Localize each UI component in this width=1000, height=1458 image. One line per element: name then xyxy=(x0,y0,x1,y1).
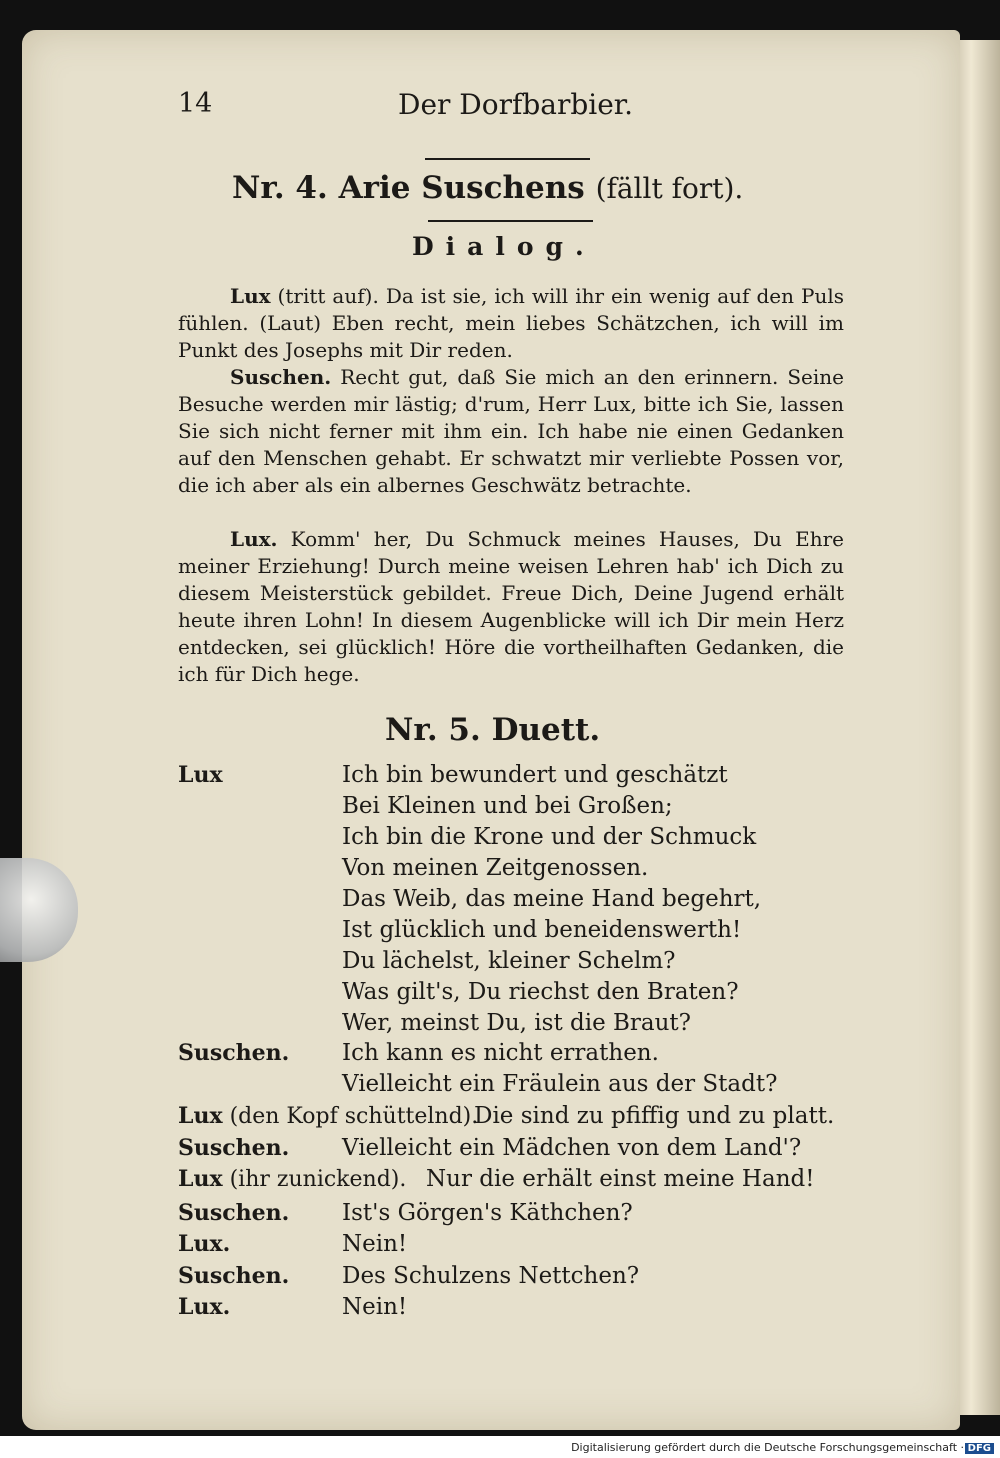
speaker-label: Lux. xyxy=(230,527,278,551)
verse-line: Nein! xyxy=(342,1231,408,1257)
duet-speaker: Suschen. xyxy=(178,1200,290,1226)
verse-line: Ich bin bewundert und geschätzt xyxy=(342,762,728,788)
stage-direction: (ihr zunickend). xyxy=(222,1167,407,1192)
funding-credit: Digitalisierung gefördert durch die Deutsche Forschungsgemeinschaft · xyxy=(571,1441,964,1454)
speaker-name: Lux xyxy=(178,1103,223,1129)
speaker-name: Lux xyxy=(178,1166,223,1192)
verse-line: Was gilt's, Du riechst den Braten? xyxy=(342,979,739,1005)
divider-top xyxy=(425,158,590,160)
duet-speaker: Suschen. xyxy=(178,1263,290,1289)
verse-line: Wer, meinst Du, ist die Braut? xyxy=(342,1010,691,1036)
duet-speaker xyxy=(178,1166,406,1192)
section-4-title: Arie Suschens xyxy=(338,170,585,206)
section-5-heading: Nr. 5. Duett. xyxy=(385,712,601,748)
divider-bottom xyxy=(428,220,593,222)
verse-line: Des Schulzens Nettchen? xyxy=(342,1263,640,1289)
running-title: Der Dorfbarbier. xyxy=(398,88,634,121)
dialog-paragraph xyxy=(178,283,844,364)
duet-speaker: Lux. xyxy=(178,1231,231,1257)
verse-line: Du lächelst, kleiner Schelm? xyxy=(342,948,676,974)
speaker-label: Suschen. xyxy=(230,365,332,389)
duet-speaker xyxy=(178,1103,478,1129)
verse-line: Vielleicht ein Mädchen von dem Land'? xyxy=(342,1135,802,1161)
dialog-heading: Dialog. xyxy=(412,232,596,261)
verse-line: Das Weib, das meine Hand begehrt, xyxy=(342,886,762,912)
verse-line: Ist glücklich und beneidenswerth! xyxy=(342,917,742,943)
duet-speaker: Suschen. xyxy=(178,1040,290,1066)
dfg-logo: DFG xyxy=(965,1443,994,1454)
section-4-number: Nr. 4. xyxy=(232,170,328,206)
dialog-paragraph xyxy=(178,526,844,688)
verse-line: Vielleicht ein Fräulein aus der Stadt? xyxy=(342,1071,778,1097)
stage-direction: (den Kopf schüttelnd). xyxy=(222,1104,479,1129)
verse-line: Die sind zu pfiffig und zu platt. xyxy=(474,1103,835,1129)
duet-speaker: Lux xyxy=(178,762,223,788)
verse-line: Ich bin die Krone und der Schmuck xyxy=(342,824,757,850)
verse-line: Bei Kleinen und bei Großen; xyxy=(342,793,673,819)
verse-line: Ist's Görgen's Käthchen? xyxy=(342,1200,633,1226)
dialog-paragraph xyxy=(178,364,844,499)
paragraph-text: Komm' her, Du Schmuck meines Hauses, Du Ehre meiner Erziehung! Durch meine weisen Lehren hab' ich Dich zu diesem Meisterstück gebildet. Freue Dich, Deine Jugend erhält heute ihren Lohn! In diesem Augenblicke will ich Dir mein Herz entdecken, sei glücklich! Höre die vortheilhaften Gedanken, die ich für Dich hege. xyxy=(178,527,844,686)
duet-speaker: Lux. xyxy=(178,1294,231,1320)
verse-line: Nur die erhält einst meine Hand! xyxy=(426,1166,815,1192)
footer-bar xyxy=(0,1436,1000,1458)
paragraph-text: (tritt auf). Da ist sie, ich will ihr ein wenig auf den Puls fühlen. (Laut) Eben recht, mein liebes Schätzchen, ich will im Punkt des Josephs mit Dir reden. xyxy=(178,284,844,362)
verse-line: Ich kann es nicht errathen. xyxy=(342,1040,659,1066)
paragraph-text: Recht gut, daß Sie mich an den erinnern. Seine Besuche werden mir lästig; d'rum, Herr Lux, bitte ich Sie, lassen Sie sich nicht ferner mit ihm ein. Ich habe nie einen Gedanken auf den Menschen gehabt. Er schwatzt mir verliebte Possen vor, die ich aber als ein albernes Geschwätz betrachte. xyxy=(178,365,844,497)
duet-speaker: Suschen. xyxy=(178,1135,290,1161)
verse-line: Von meinen Zeitgenossen. xyxy=(342,855,649,881)
page-number: 14 xyxy=(178,88,213,119)
speaker-label: Lux xyxy=(230,284,271,308)
verse-line: Nein! xyxy=(342,1294,408,1320)
section-4-note: (fällt fort). xyxy=(595,172,744,205)
section-4-heading xyxy=(232,170,743,206)
